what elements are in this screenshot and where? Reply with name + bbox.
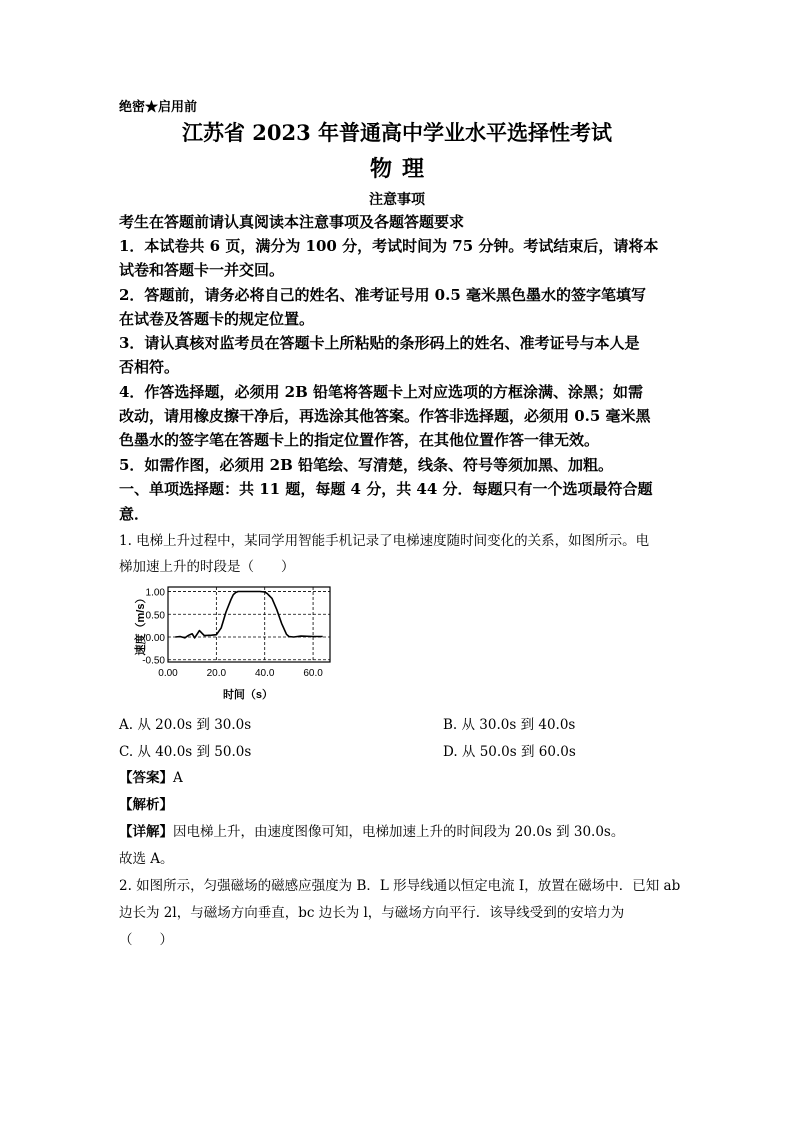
option-c: C. 从 40.0s 到 50.0s <box>119 744 252 760</box>
option-b: B. 从 30.0s 到 40.0s <box>443 717 576 733</box>
confidential-label: 绝密★启用前 <box>119 100 198 115</box>
notice-line: 改动，请用橡皮擦干净后，再选涂其他答案。作答非选择题，必须用 0.5 毫米黑 <box>119 407 651 425</box>
notice-line: 5．如需作图，必须用 2B 铅笔绘、写清楚，线条、符号等须加黑、加粗。 <box>119 456 613 474</box>
answer-label: 【答案】 <box>119 770 173 786</box>
subject-title: 物理 <box>369 156 434 182</box>
y-tick-label: 1.00 <box>145 587 165 599</box>
conclusion-line: 故选 A。 <box>119 851 174 867</box>
notice-line: 4．作答选择题，必须用 2B 铅笔将答题卡上对应选项的方框涂满、涂黑；如需 <box>119 383 643 401</box>
notice-line: 否相符。 <box>119 358 180 376</box>
option-a: A. 从 20.0s 到 30.0s <box>119 717 252 733</box>
notice-line: 试卷和答题卡一并交回。 <box>119 261 285 279</box>
answer-value: A <box>173 770 183 786</box>
x-tick-label: 0.00 <box>158 668 178 679</box>
notice-line: 3．请认真核对监考员在答题卡上所粘贴的条形码上的姓名、准考证号与本人是 <box>119 334 640 352</box>
velocity-time-chart <box>135 582 340 701</box>
question-2-stem: （ ） <box>119 932 173 948</box>
notice-heading: 注意事项 <box>369 192 425 208</box>
velocity-time-chart-svg <box>135 582 340 701</box>
x-tick-label: 20.0 <box>206 668 227 679</box>
section-heading: 一、单项选择题：共 11 题，每题 4 分，共 44 分．每题只有一个选项最符合题 <box>119 480 653 498</box>
y-tick-label: 0.50 <box>145 610 165 622</box>
question-2-stem: 边长为 2l，与磁场方向垂直，bc 边长为 l，与磁场方向平行．该导线受到的安培力为 <box>119 905 625 921</box>
option-d: D. 从 50.0s 到 60.0s <box>443 744 576 760</box>
velocity-curve <box>175 592 322 638</box>
analysis-label: 【解析】 <box>119 797 173 813</box>
section-heading-cont: 意． <box>119 505 150 523</box>
y-axis-label: 速度（m/s） <box>135 592 147 656</box>
detail-line <box>119 820 624 840</box>
y-tick-label: -0.50 <box>142 655 165 667</box>
question-1-stem: 1. 电梯上升过程中，某同学用智能手机记录了电梯速度随时间变化的关系，如图所示。电 <box>119 533 650 549</box>
notice-line: 1．本试卷共 6 页，满分为 100 分，考试时间为 75 分钟。考试结束后，请将本 <box>119 237 659 255</box>
notice-line: 在试卷及答题卡的规定位置。 <box>119 310 315 328</box>
x-tick-label: 40.0 <box>254 668 275 679</box>
x-tick-label: 60.0 <box>303 668 323 679</box>
notice-line: 色墨水的签字笔在答题卡上的指定位置作答，在其他位置作答一律无效。 <box>119 431 600 449</box>
exam-title: 江苏省 2023 年普通高中学业水平选择性考试 <box>181 120 613 145</box>
notice-intro: 考生在答题前请认真阅读本注意事项及各题答题要求 <box>119 213 465 231</box>
detail-label: 【详解】 <box>119 824 173 840</box>
answer-line <box>119 766 183 786</box>
x-axis-label: 时间（s） <box>222 689 274 701</box>
question-1-stem: 梯加速上升的时段是（ ） <box>119 559 295 575</box>
notice-line: 2．答题前，请务必将自己的姓名、准考证号用 0.5 毫米黑色墨水的签字笔填写 <box>119 286 646 304</box>
detail-text: 因电梯上升，由速度图像可知，电梯加速上升的时间段为 20.0s 到 30.0s。 <box>173 824 625 840</box>
y-tick-label: 0.00 <box>145 633 165 644</box>
question-2-stem: 2. 如图所示，匀强磁场的磁感应强度为 B．L 形导线通以恒定电流 I，放置在磁场中．已知 ab <box>119 878 681 894</box>
plot-frame <box>168 587 330 662</box>
